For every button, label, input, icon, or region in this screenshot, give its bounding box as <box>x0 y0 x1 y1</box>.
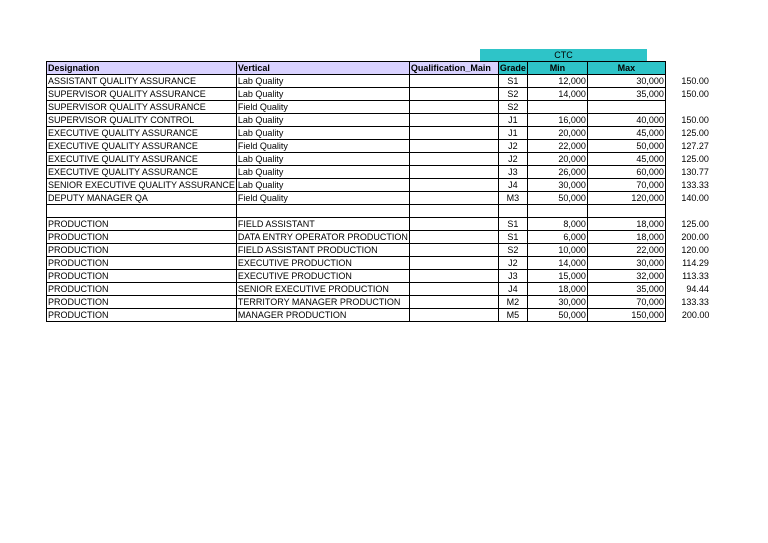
table-row <box>47 114 711 127</box>
grade-cell[interactable]: J4 <box>498 179 527 192</box>
grade-cell[interactable]: S1 <box>498 75 527 88</box>
qualification-cell[interactable] <box>409 205 498 218</box>
max-ctc-cell[interactable]: 150,000 <box>587 309 665 322</box>
min-ctc-cell[interactable]: 15,000 <box>527 270 587 283</box>
salary-grade-table <box>46 61 711 322</box>
table-row <box>47 218 711 231</box>
designation-cell[interactable]: SUPERVISOR QUALITY CONTROL <box>47 114 237 127</box>
grade-cell[interactable]: J1 <box>498 127 527 140</box>
designation-cell[interactable]: PRODUCTION <box>47 257 237 270</box>
table-header-row <box>47 62 711 75</box>
min-ctc-cell[interactable]: 50,000 <box>527 309 587 322</box>
qualification-cell[interactable] <box>409 114 498 127</box>
designation-cell[interactable]: SUPERVISOR QUALITY ASSURANCE <box>47 88 237 101</box>
grade-cell[interactable]: J2 <box>498 257 527 270</box>
vertical-cell[interactable]: Lab Quality <box>236 75 409 88</box>
min-ctc-cell[interactable]: 30,000 <box>527 296 587 309</box>
table-row <box>47 101 711 114</box>
vertical-cell[interactable]: EXECUTIVE PRODUCTION <box>236 257 409 270</box>
max-ctc-cell[interactable]: 60,000 <box>587 166 665 179</box>
ratio-value: 113.33 <box>682 270 709 281</box>
table-row <box>47 88 711 101</box>
table-row <box>47 192 711 205</box>
designation-cell[interactable]: PRODUCTION <box>47 231 237 244</box>
grade-cell[interactable]: S2 <box>498 101 527 114</box>
ratio-value <box>665 101 710 114</box>
table-row <box>47 166 711 179</box>
header-min[interactable]: Min <box>527 62 587 75</box>
vertical-cell[interactable]: EXECUTIVE PRODUCTION <box>236 270 409 283</box>
qualification-cell[interactable] <box>409 309 498 322</box>
max-ctc-cell[interactable]: 22,000 <box>587 244 665 257</box>
designation-cell[interactable]: PRODUCTION <box>47 270 237 283</box>
table-row <box>47 257 711 270</box>
header-vertical[interactable]: Vertical <box>236 62 409 75</box>
vertical-cell[interactable]: Lab Quality <box>236 179 409 192</box>
qualification-cell[interactable] <box>409 140 498 153</box>
table-row <box>47 140 711 153</box>
ratio-value: 120.00 <box>681 244 709 255</box>
table-row <box>47 127 711 140</box>
min-ctc-cell[interactable] <box>527 205 587 218</box>
vertical-cell[interactable]: Lab Quality <box>236 127 409 140</box>
max-ctc-cell[interactable]: 70,000 <box>587 296 665 309</box>
max-ctc-cell[interactable]: 120,000 <box>587 192 665 205</box>
ratio-value: 150.00 <box>681 114 709 125</box>
header-max[interactable]: Max <box>587 62 665 75</box>
ratio-value: 130.77 <box>681 166 709 177</box>
grade-cell[interactable]: M3 <box>498 192 527 205</box>
vertical-cell[interactable]: FIELD ASSISTANT PRODUCTION <box>236 244 409 257</box>
ratio-value: 200.00 <box>681 231 709 242</box>
qualification-cell[interactable] <box>409 88 498 101</box>
vertical-cell[interactable]: Lab Quality <box>236 114 409 127</box>
min-ctc-cell[interactable]: 18,000 <box>527 283 587 296</box>
header-designation[interactable]: Designation <box>47 62 237 75</box>
qualification-cell[interactable] <box>409 283 498 296</box>
ratio-value: 140.00 <box>681 192 709 203</box>
qualification-cell[interactable] <box>409 179 498 192</box>
ratio-value: 125.00 <box>681 153 709 164</box>
vertical-cell[interactable]: Lab Quality <box>236 153 409 166</box>
ratio-value: 150.00 <box>681 75 709 86</box>
grade-cell[interactable]: J4 <box>498 283 527 296</box>
vertical-cell[interactable]: DATA ENTRY OPERATOR PRODUCTION <box>237 231 408 242</box>
designation-cell[interactable]: SUPERVISOR QUALITY ASSURANCE <box>47 101 237 114</box>
header-qualification[interactable]: Qualification_Main <box>409 62 498 75</box>
min-ctc-cell[interactable]: 8,000 <box>527 218 587 231</box>
ratio-value: 127.27 <box>681 140 709 151</box>
table-row <box>47 179 711 192</box>
min-ctc-cell[interactable]: 22,000 <box>527 140 587 153</box>
max-ctc-cell[interactable]: 50,000 <box>587 140 665 153</box>
ratio-value: 133.33 <box>681 296 709 307</box>
designation-cell[interactable]: ASSISTANT QUALITY ASSURANCE <box>47 75 237 88</box>
header-grade[interactable]: Grade <box>499 62 526 73</box>
vertical-cell[interactable]: Lab Quality <box>236 88 409 101</box>
max-ctc-cell[interactable]: 35,000 <box>587 88 665 101</box>
min-ctc-cell[interactable]: 20,000 <box>527 153 587 166</box>
grade-cell[interactable]: S2 <box>498 88 527 101</box>
grade-cell[interactable]: J3 <box>498 166 527 179</box>
grade-cell[interactable]: S1 <box>498 218 527 231</box>
designation-cell[interactable]: EXECUTIVE QUALITY ASSURANCE <box>47 153 237 166</box>
designation-cell[interactable]: PRODUCTION <box>47 283 237 296</box>
designation-cell[interactable]: EXECUTIVE QUALITY ASSURANCE <box>47 140 237 153</box>
max-ctc-cell[interactable]: 18,000 <box>587 218 665 231</box>
max-ctc-cell[interactable]: 32,000 <box>587 270 665 283</box>
min-ctc-cell[interactable]: 10,000 <box>527 244 587 257</box>
grade-cell[interactable]: J2 <box>498 140 527 153</box>
max-ctc-cell[interactable]: 45,000 <box>587 127 665 140</box>
designation-cell[interactable]: EXECUTIVE QUALITY ASSURANCE <box>47 166 237 179</box>
min-ctc-cell[interactable]: 30,000 <box>527 179 587 192</box>
min-ctc-cell[interactable]: 6,000 <box>527 231 587 244</box>
table-row <box>47 75 711 88</box>
qualification-cell[interactable] <box>409 270 498 283</box>
vertical-cell[interactable]: MANAGER PRODUCTION <box>236 309 409 322</box>
grade-cell[interactable]: J2 <box>498 153 527 166</box>
qualification-cell[interactable] <box>409 192 498 205</box>
max-ctc-cell[interactable]: 40,000 <box>587 114 665 127</box>
qualification-cell[interactable] <box>409 244 498 257</box>
designation-cell[interactable]: SENIOR EXECUTIVE QUALITY ASSURANCE <box>48 179 235 190</box>
grade-cell[interactable]: M2 <box>498 296 527 309</box>
vertical-cell[interactable]: TERRITORY MANAGER PRODUCTION <box>236 296 409 309</box>
table-row <box>47 270 711 283</box>
ratio-value: 94.44 <box>686 283 709 294</box>
vertical-cell[interactable]: Field Quality <box>236 140 409 153</box>
max-ctc-cell[interactable]: 70,000 <box>587 179 665 192</box>
min-ctc-cell[interactable]: 20,000 <box>527 127 587 140</box>
header-ratio-blank <box>665 62 710 75</box>
grade-cell[interactable]: M5 <box>498 309 527 322</box>
min-ctc-cell[interactable] <box>527 101 587 114</box>
ratio-value: 125.00 <box>681 127 709 138</box>
min-ctc-cell[interactable]: 50,000 <box>527 192 587 205</box>
grade-cell[interactable]: J3 <box>498 270 527 283</box>
table-row <box>47 309 711 322</box>
min-ctc-cell[interactable]: 14,000 <box>527 257 587 270</box>
designation-cell[interactable]: EXECUTIVE QUALITY ASSURANCE <box>47 127 237 140</box>
ratio-value <box>665 205 710 218</box>
vertical-cell[interactable] <box>236 205 409 218</box>
ratio-value: 150.00 <box>681 88 709 99</box>
table-row <box>47 244 711 257</box>
table-row <box>47 296 711 309</box>
qualification-cell[interactable] <box>409 257 498 270</box>
designation-cell[interactable]: PRODUCTION <box>47 309 237 322</box>
ratio-value: 133.33 <box>681 179 709 190</box>
vertical-cell[interactable]: Field Quality <box>236 101 409 114</box>
max-ctc-cell[interactable]: 35,000 <box>587 283 665 296</box>
designation-cell[interactable] <box>47 205 237 218</box>
qualification-cell[interactable] <box>409 296 498 309</box>
designation-cell[interactable]: DEPUTY MANAGER QA <box>47 192 237 205</box>
max-ctc-cell[interactable] <box>587 205 665 218</box>
grade-cell[interactable]: J1 <box>498 114 527 127</box>
table-row <box>47 231 711 244</box>
max-ctc-cell[interactable] <box>587 101 665 114</box>
qualification-cell[interactable] <box>409 218 498 231</box>
ratio-value: 200.00 <box>681 309 710 320</box>
ratio-value: 114.29 <box>682 257 709 268</box>
qualification-cell[interactable] <box>409 127 498 140</box>
designation-cell[interactable]: PRODUCTION <box>47 218 237 231</box>
designation-cell[interactable]: PRODUCTION <box>47 244 237 257</box>
min-ctc-cell[interactable]: 14,000 <box>527 88 587 101</box>
qualification-cell[interactable] <box>409 75 498 88</box>
vertical-cell[interactable]: Lab Quality <box>236 166 409 179</box>
qualification-cell[interactable] <box>409 166 498 179</box>
grade-cell[interactable]: S1 <box>498 231 527 244</box>
table-row <box>47 205 711 218</box>
designation-cell[interactable]: PRODUCTION <box>47 296 237 309</box>
grade-cell[interactable]: S2 <box>498 244 527 257</box>
min-ctc-cell[interactable]: 12,000 <box>527 75 587 88</box>
ratio-value: 125.00 <box>681 218 709 229</box>
vertical-cell[interactable]: FIELD ASSISTANT <box>236 218 409 231</box>
qualification-cell[interactable] <box>409 231 498 244</box>
max-ctc-cell[interactable]: 30,000 <box>587 75 665 88</box>
max-ctc-cell[interactable]: 18,000 <box>587 231 665 244</box>
vertical-cell[interactable]: Field Quality <box>236 192 409 205</box>
qualification-cell[interactable] <box>409 101 498 114</box>
table-row <box>47 153 711 166</box>
vertical-cell[interactable]: SENIOR EXECUTIVE PRODUCTION <box>236 283 409 296</box>
min-ctc-cell[interactable]: 16,000 <box>527 114 587 127</box>
table-row <box>47 283 711 296</box>
max-ctc-cell[interactable]: 30,000 <box>587 257 665 270</box>
max-ctc-cell[interactable]: 45,000 <box>587 153 665 166</box>
grade-cell[interactable] <box>498 205 527 218</box>
qualification-cell[interactable] <box>409 153 498 166</box>
ctc-group-header: CTC <box>480 49 647 61</box>
min-ctc-cell[interactable]: 26,000 <box>527 166 587 179</box>
